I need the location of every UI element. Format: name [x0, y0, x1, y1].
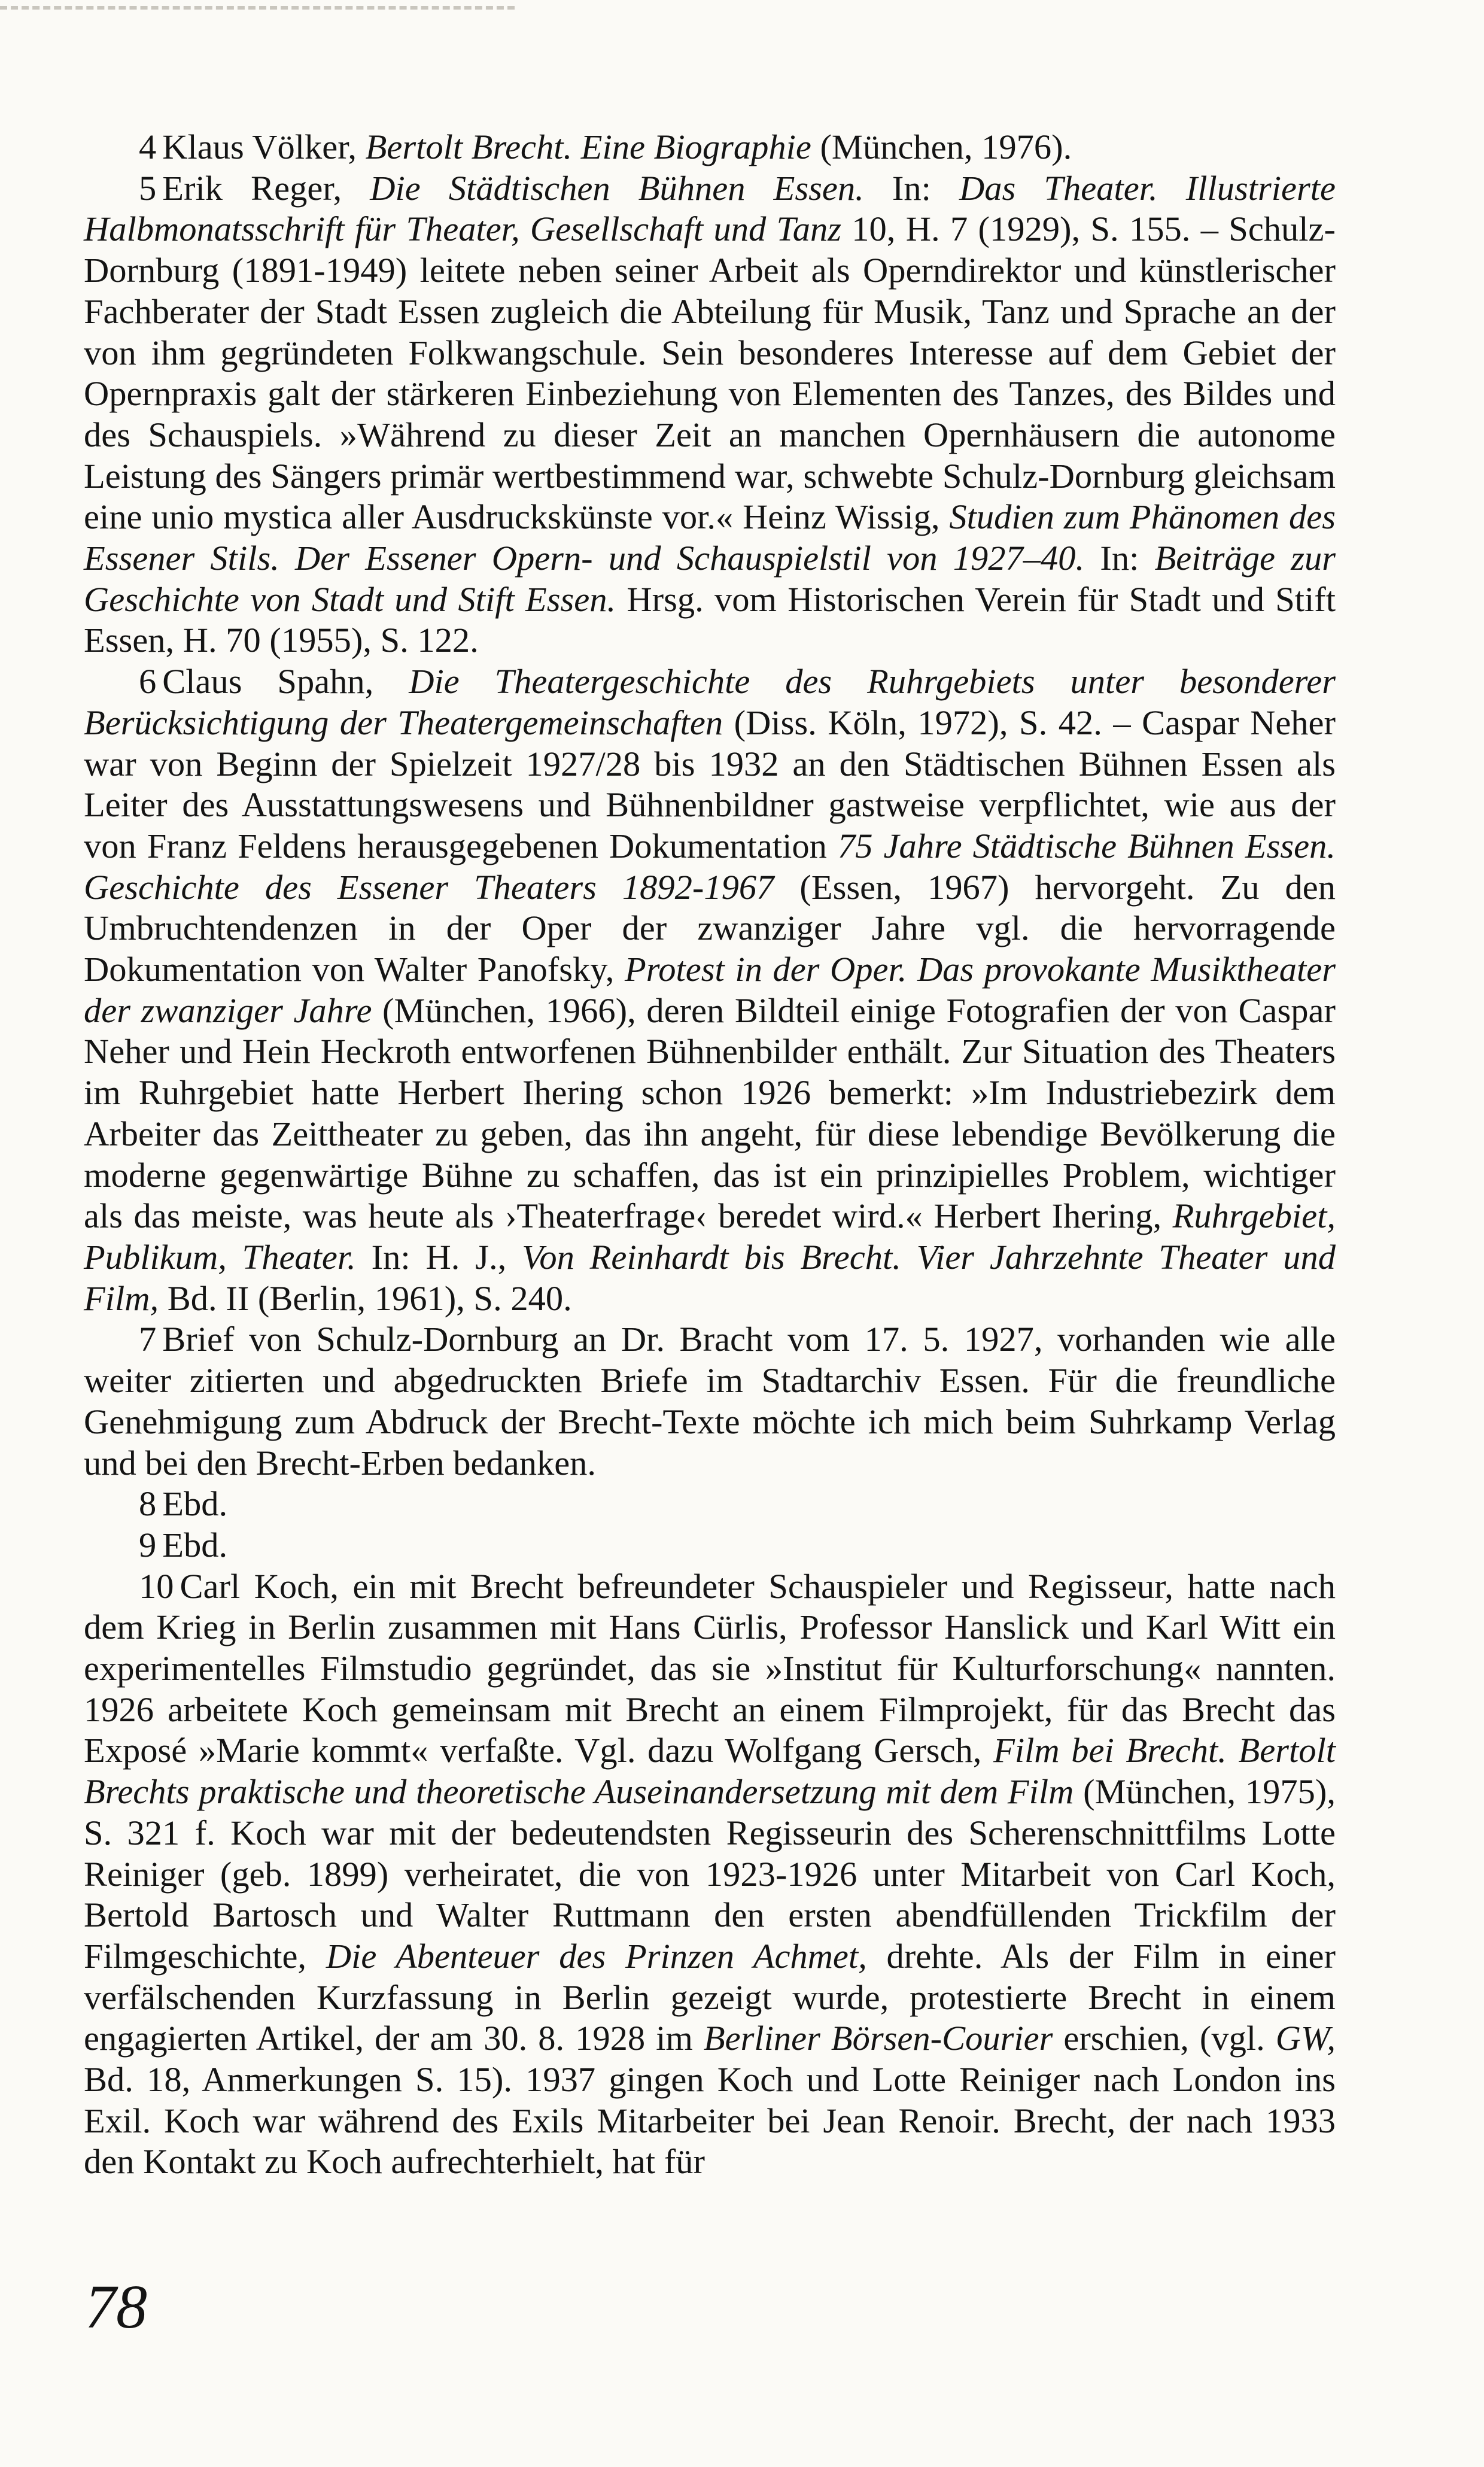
- italic-title-run: Ruhrgebiet, Publikum, Theater.: [84, 1196, 1336, 1277]
- text-run: (Essen, 1967) hervorgeht. Zu den Umbruchtendenzen in der Oper der zwanziger Jahre vgl. die hervorragende Dokumentation von Walter Panofsky,: [84, 867, 1336, 989]
- page-number: 78: [85, 2272, 147, 2341]
- italic-title-run: Studien zum Phänomen des Essener Stils. Der Essener Opern- und Schauspielstil von 1927–40.: [84, 497, 1336, 578]
- text-run: Carl Koch, ein mit Brecht befreundeter Schauspieler und Regisseur, hatte nach dem Krieg in Berlin zusammen mit Hans Cürlis, Professor Hanslick und Karl Witt ein experimentelles Filmstudio gegründet, das sie »Institut für Kulturforschung« nannten. 1926 arbeitete Koch gemeinsam mit Brecht an einem Filmprojekt, für das Brecht das Exposé »Marie kommt« verfaßte. Vgl. dazu Wolfgang Gersch,: [84, 1566, 1336, 1770]
- text-run: Claus Spahn,: [162, 662, 409, 701]
- text-run: (Diss. Köln, 1972), S. 42. – Caspar Neher war von Beginn der Spielzeit 1927/28 bis 1932 an den Städtischen Bühnen Essen als Leiter des Ausstattungswesens und Bühnenbildner gastweise verpflichtet, wie aus der von Franz Feldens herausgegebenen Dokumentation: [84, 703, 1336, 865]
- text-run: In:: [863, 168, 960, 208]
- italic-title-run: Protest in der Oper. Das provokante Musiktheater der zwanziger Jahre: [84, 950, 1336, 1030]
- footnote-number: 6: [139, 662, 157, 701]
- footnote-text: [162, 1484, 227, 1523]
- footnote-text: [84, 662, 1336, 1318]
- italic-title-run: GW,: [1275, 2019, 1336, 2058]
- text-run: Brief von Schulz-Dornburg an Dr. Bracht vom 17. 5. 1927, vorhanden wie alle weiter zitierten und abgedruckten Briefe im Stadtarchiv Essen. Für die freundliche Genehmigung zum Abdruck der Brecht-Texte möchte ich mich beim Suhrkamp Verlag und bei den Brecht-Erben bedanken.: [84, 1320, 1336, 1482]
- top-edge-rule: [0, 6, 515, 10]
- footnote-text: [84, 1567, 1336, 2182]
- text-run: Erik Reger,: [162, 168, 370, 208]
- footnote-text: [84, 169, 1336, 660]
- text-run: In:: [1084, 539, 1155, 578]
- footnote-4: [84, 127, 1336, 168]
- text-run: Ebd.: [162, 1484, 228, 1524]
- italic-title-run: Die Städtischen Bühnen Essen.: [370, 168, 864, 208]
- italic-title-run: Beiträge zur Geschichte von Stadt und Stift Essen.: [84, 539, 1336, 619]
- footnote-text: [162, 1526, 227, 1564]
- italic-title-run: Berliner Börsen-Courier: [703, 2019, 1053, 2058]
- footnote-number: 8: [139, 1484, 157, 1524]
- text-run: erschien, (vgl.: [1053, 2019, 1276, 2058]
- text-run: (München, 1966), deren Bildteil einige Fotografien der von Caspar Neher und Hein Heckroth entworfenen Bühnenbilder enthält. Zur Situation des Theaters im Ruhrgebiet hatte Herbert Ihering schon 1926 bemerkt: »Im Industriebezirk dem Arbeiter das Zeittheater zu geben, das ihn angeht, für diese lebendige Bevölkerung die moderne gegenwärtige Bühne zu schaffen, das ist ein prinzipielles Problem, wichtiger als das meiste, was heute als ›Theaterfrage‹ beredet wird.« Herbert Ihering,: [84, 991, 1336, 1236]
- text-run: Hrsg. vom Historischen Verein für Stadt und Stift Essen, H. 70 (1955), S. 122.: [84, 579, 1336, 660]
- italic-title-run: Film bei Brecht. Bertolt Brechts praktische und theoretische Auseinandersetzung mit dem Film: [84, 1731, 1336, 1812]
- text-run: Bd. 18, Anmerkungen S. 15). 1937 gingen Koch und Lotte Reiniger nach London ins Exil. Koch war während des Exils Mitarbeiter bei Jean Renoir. Brecht, der nach 1933 den Kontakt zu Koch aufrechterhielt, hat für: [84, 2060, 1336, 2182]
- footnote-number: 5: [139, 168, 157, 208]
- footnote-number: 7: [139, 1320, 157, 1359]
- text-run: Ebd.: [162, 1525, 228, 1564]
- footnotes-block: [84, 127, 1336, 2183]
- footnote-10: [84, 1566, 1336, 2183]
- footnote-text: [162, 127, 1072, 166]
- footnote-8: [84, 1484, 1336, 1525]
- footnote-9: [84, 1525, 1336, 1566]
- footnote-5: [84, 168, 1336, 661]
- footnote-number: 4: [139, 127, 157, 166]
- text-run: In: H. J.,: [355, 1237, 522, 1277]
- italic-title-run: Von Reinhardt bis Brecht. Vier Jahrzehnte Theater und Film,: [84, 1237, 1336, 1318]
- footnote-number: 10: [139, 1566, 174, 1606]
- footnote-number: 9: [139, 1525, 157, 1564]
- footnote-7: [84, 1319, 1336, 1484]
- italic-title-run: 75 Jahre Städtische Bühnen Essen. Geschichte des Essener Theaters 1892-1967: [84, 826, 1336, 907]
- text-run: drehte. Als der Film in einer verfälschenden Kurzfassung in Berlin gezeigt wurde, protestierte Brecht in einem engagierten Artikel, der am 30. 8. 1928 im: [84, 1936, 1336, 2058]
- text-run: Bd. II (Berlin, 1961), S. 240.: [159, 1278, 572, 1318]
- text-run: (München, 1976).: [811, 127, 1072, 166]
- italic-title-run: Das Theater. Illustrierte Halbmonatsschrift für Theater, Gesellschaft und Tanz: [84, 168, 1336, 249]
- italic-title-run: Die Theatergeschichte des Ruhrgebiets unter besonderer Berücksichtigung der Theatergemeinschaften: [84, 662, 1336, 742]
- footnote-6: [84, 661, 1336, 1319]
- italic-title-run: Die Abenteuer des Prinzen Achmet,: [326, 1936, 867, 1976]
- italic-title-run: Bertolt Brecht. Eine Biographie: [365, 127, 811, 166]
- text-run: 10, H. 7 (1929), S. 155. – Schulz-Dornburg (1891-1949) leitete neben seiner Arbeit als Operndirektor und künstlerischer Fachberater der Stadt Essen zugleich die Abteilung für Musik, Tanz und Sprache an der von ihm gegründeten Folkwangschule. Sein besonderes Interesse auf dem Gebiet der Opernpraxis galt der stärkeren Einbeziehung von Elementen des Tanzes, des Bildes und des Schauspiels. »Während zu dieser Zeit an manchen Opernhäusern die autonome Leistung des Sängers primär wertbestimmend war, schwebte Schulz-Dornburg gleichsam eine unio mystica aller Ausdruckskünste vor.« Heinz Wissig,: [84, 209, 1336, 537]
- text-run: (München, 1975), S. 321 f. Koch war mit der bedeutendsten Regisseurin des Scherenschnittfilms Lotte Reiniger (geb. 1899) verheiratet, die von 1923-1926 unter Mitarbeit von Carl Koch, Bertold Bartosch und Walter Ruttmann den ersten abendfüllenden Trickfilm der Filmgeschichte,: [84, 1772, 1336, 1976]
- text-run: Klaus Völker,: [162, 127, 366, 166]
- footnote-text: [84, 1320, 1336, 1482]
